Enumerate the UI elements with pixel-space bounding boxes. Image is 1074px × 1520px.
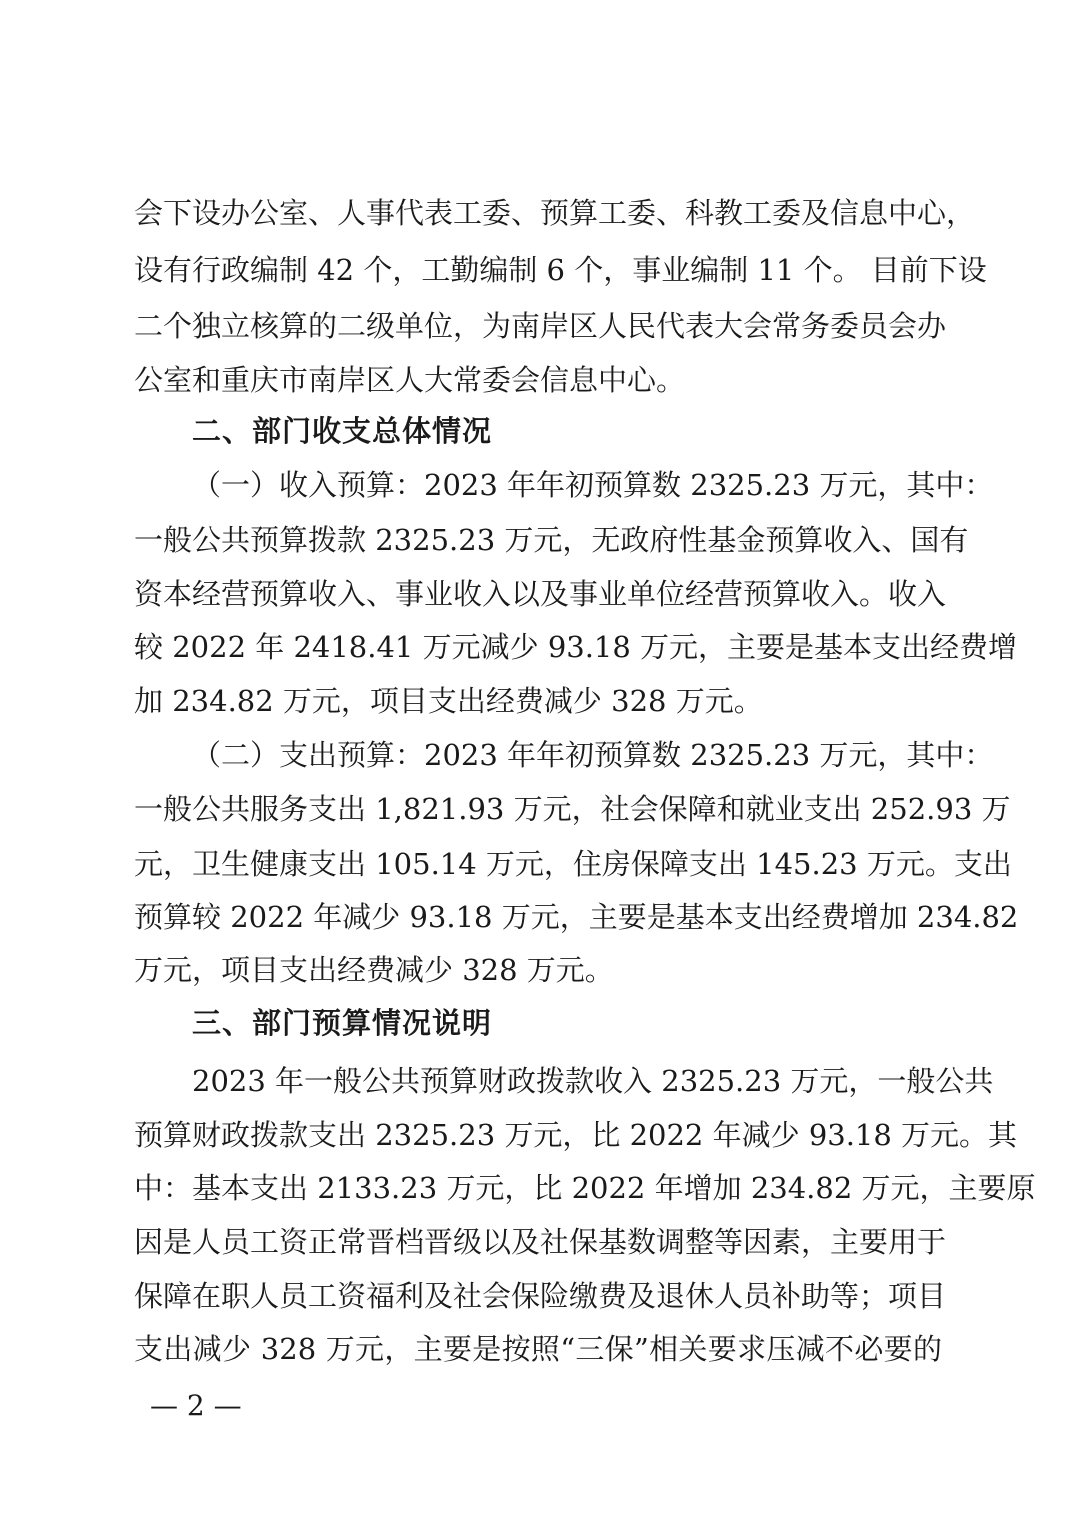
body-text-line: 设有行政编制 42 个，工勤编制 6 个，事业编制 11 个。 目前下设 (134, 253, 987, 287)
body-text-line: 中：基本支出 2133.23 万元，比 2022 年增加 234.82 万元，主要原 (134, 1171, 1036, 1205)
body-text-line: 保障在职人员工资福利及社会保险缴费及退休人员补助等；项目 (134, 1279, 947, 1313)
body-text-line: 资本经营预算收入、事业收入以及事业单位经营预算收入。收入 (134, 577, 947, 611)
body-text-line: 万元，项目支出经费减少 328 万元。 (134, 953, 614, 987)
body-text-line: 会下设办公室、人事代表工委、预算工委、科教工委及信息中心， (134, 196, 976, 230)
page-number: — 2 — (150, 1389, 242, 1422)
body-text-line: 一般公共预算拨款 2325.23 万元，无政府性基金预算收入、国有 (134, 523, 969, 557)
paragraph-income-budget: （一）收入预算：2023 年年初预算数 2325.23 万元，其中： (192, 468, 994, 502)
body-text-line: 较 2022 年 2418.41 万元减少 93.18 万元，主要是基本支出经费增 (134, 630, 1018, 664)
body-text-line: 二个独立核算的二级单位，为南岸区人民代表大会常务委员会办 (134, 309, 947, 343)
body-text-line: 元，卫生健康支出 105.14 万元，住房保障支出 145.23 万元。支出 (134, 847, 1012, 881)
body-text-line: 预算财政拨款支出 2325.23 万元，比 2022 年减少 93.18 万元。其 (134, 1118, 1018, 1152)
body-text-line: 加 234.82 万元，项目支出经费减少 328 万元。 (134, 684, 763, 718)
body-text-line: 一般公共服务支出 1,821.93 万元，社会保障和就业支出 252.93 万 (134, 792, 1011, 826)
body-text-line: 公室和重庆市南岸区人大常委会信息中心。 (134, 363, 686, 397)
paragraph-expenditure-budget: （二）支出预算：2023 年年初预算数 2325.23 万元，其中： (192, 738, 994, 772)
body-text-line: 预算较 2022 年减少 93.18 万元，主要是基本支出经费增加 234.82 (134, 900, 1019, 934)
section-heading-3: 三、部门预算情况说明 (192, 1006, 493, 1040)
body-text-line: 因是人员工资正常晋档晋级以及社保基数调整等因素，主要用于 (134, 1225, 947, 1259)
paragraph-budget-explanation: 2023 年一般公共预算财政拨款收入 2325.23 万元，一般公共 (192, 1064, 994, 1098)
section-heading-2: 二、部门收支总体情况 (192, 414, 493, 448)
body-text-line: 支出减少 328 万元，主要是按照“三保”相关要求压减不必要的 (134, 1332, 942, 1366)
